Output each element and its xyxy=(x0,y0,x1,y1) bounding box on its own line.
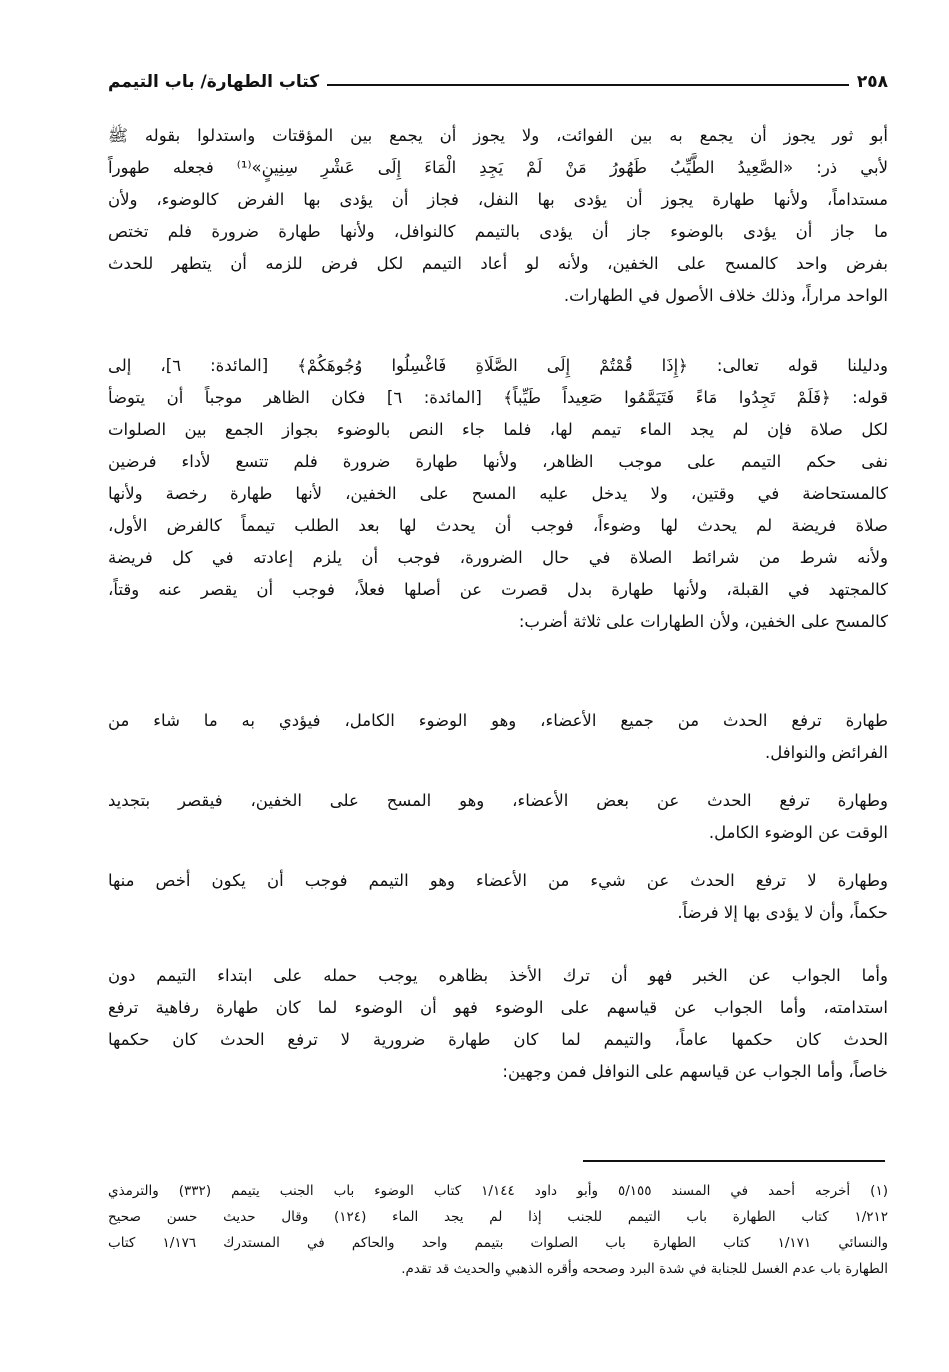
paragraph xyxy=(108,350,888,638)
footnote-separator xyxy=(583,1160,885,1162)
running-header xyxy=(108,62,888,92)
text-line: صلاة فريضة لم يحدث لها وضوءاً، فوجب أن يحدث لها بعد الطلب تيمماً كالفرض الأول، xyxy=(108,516,888,535)
text-line: قوله: ﴿فَلَمْ تَجِدُوا مَاءً فَتَيَمَّمُوا صَعِيداً طَيِّباً﴾ [المائدة: ٦] فكان الظاهر موجباً أن يتوضأ xyxy=(108,388,889,407)
footnote xyxy=(108,1178,888,1282)
text-line: خاصاً، وأما الجواب عن قياسهم على النوافل فمن وجهين: xyxy=(502,1062,888,1081)
text-line: ولأنه شرط من شرائط الصلاة في حال الضرورة، فوجب أن يلزم إعادته في كل فريضة xyxy=(108,548,888,567)
header-rule xyxy=(327,84,849,86)
text-line: وطهارة لا ترفع الحدث عن شيء من الأعضاء وهو التيمم فوجب أن يكون أخص منها xyxy=(108,871,888,890)
text-line: لكل صلاة فإن لم يجد الماء تيمم لها، فلما جاء النص بالوضوء بجواز الجمع بين الصلوات xyxy=(108,420,888,439)
text-line: كالمجتهد في القبلة، ولأنها طهارة بدل قصرت عن أصلها فعلاً، فوجب أن يقصر عنه وقتاً، xyxy=(108,580,888,599)
footnote-line: (١) أخرجه أحمد في المسند ٥/١٥٥ وأبو داود ١/١٤٤ كتاب الوضوء باب الجنب يتيمم (٣٣٢) والترمذي xyxy=(108,1183,888,1199)
text-line: استدامته، وأما الجواب عن قياسهم على الوضوء فهو أن الوضوء لما كان طهارة رفاهية ترفع xyxy=(108,998,888,1017)
paragraph xyxy=(108,120,888,312)
text-line: لأبي ذر: «الصَّعِيدُ الطَّيِّبُ طَهُورُ مَنْ لَمْ يَجِدِ الْمَاءَ إِلَى عَشْرِ سِنِينٍ»⁽¹⁾ فجعله طهوراً xyxy=(108,158,888,177)
paragraph xyxy=(108,705,888,769)
paragraph xyxy=(108,865,888,929)
text-line: نفى حكم التيمم على موجب الظاهر، ولأنها طهارة ضرورة فلم تتسع لأداء فرضين xyxy=(108,452,888,471)
text-line: كالمسح على الخفين، ولأن الطهارات على ثلاثة أضرب: xyxy=(518,612,888,631)
text-line: أبو ثور يجوز أن يجمع به بين الفوائت، ولا يجوز أن يجمع بين المؤقتات واستدلوا بقوله ﷺ xyxy=(108,126,888,145)
footnote-line: والنسائي ١/١٧١ كتاب الطهارة باب الصلوات بتيمم واحد والحاكم في المستدرك ١/١٧٦ كتاب xyxy=(108,1235,888,1251)
footnote-line: الطهارة باب عدم الغسل للجنابة في شدة البرد وصححه وأقره الذهبي والحديث قد تقدم. xyxy=(401,1261,888,1277)
text-line: بفرض واحد كالمسح على الخفين، ولأنه لو أعاد التيمم لكل فرض للزمه أن يتطهر للحدث xyxy=(108,254,888,273)
text-line: وطهارة ترفع الحدث عن بعض الأعضاء، وهو المسح على الخفين، فيقصر بتجديد xyxy=(108,791,888,810)
running-title: كتاب الطهارة/ باب التيمم xyxy=(108,72,320,92)
text-line: كالمستحاضة في وقتين، ولا يدخل عليه المسح على الخفين، لأنها طهارة رخصة ولأنها xyxy=(108,484,888,503)
text-line: الواحد مراراً، وذلك خلاف الأصول في الطهارات. xyxy=(563,286,888,305)
text-line: ما جاز أن يؤدى بالوضوء جاز أن يؤدى بالتيمم كالنوافل، ولأنها طهارة ضرورة فلم تختص xyxy=(108,222,888,241)
paragraph xyxy=(108,960,888,1088)
text-line: وأما الجواب عن الخبر فهو أن ترك الأخذ بظاهره يوجب حمله على ابتداء التيمم دون xyxy=(108,966,888,985)
text-line: مستداماً، ولأنها طهارة يجوز أن يؤدى بها النفل، فجاز أن يؤدى بها الفرض كالوضوء، ولأن xyxy=(108,190,888,209)
paragraph xyxy=(108,785,888,849)
text-line: طهارة ترفع الحدث من جميع الأعضاء، وهو الوضوء الكامل، فيؤدي به ما شاء من xyxy=(108,711,888,730)
footnote-line: ١/٢١٢ كتاب الطهارة باب التيمم للجنب إذا لم يجد الماء (١٢٤) وقال حديث حسن صحيح xyxy=(108,1209,888,1225)
text-line: الوقت عن الوضوء الكامل. xyxy=(708,823,888,842)
text-line: ودليلنا قوله تعالى: ﴿إِذَا قُمْتُمْ إِلَى الصَّلَاةِ فَاغْسِلُوا وُجُوهَكُمْ﴾ [المائدة: ٦]، إلى xyxy=(108,356,888,375)
text-line: الحدث كان حكمها عاماً، والتيمم لما كان طهارة ضرورية لا ترفع الحدث كان حكمها xyxy=(108,1030,888,1049)
page-number: ٢٥٨ xyxy=(856,72,888,92)
text-line: حكماً، وأن لا يؤدى بها إلا فرضاً. xyxy=(677,903,888,922)
text-line: الفرائض والنوافل. xyxy=(765,743,888,762)
